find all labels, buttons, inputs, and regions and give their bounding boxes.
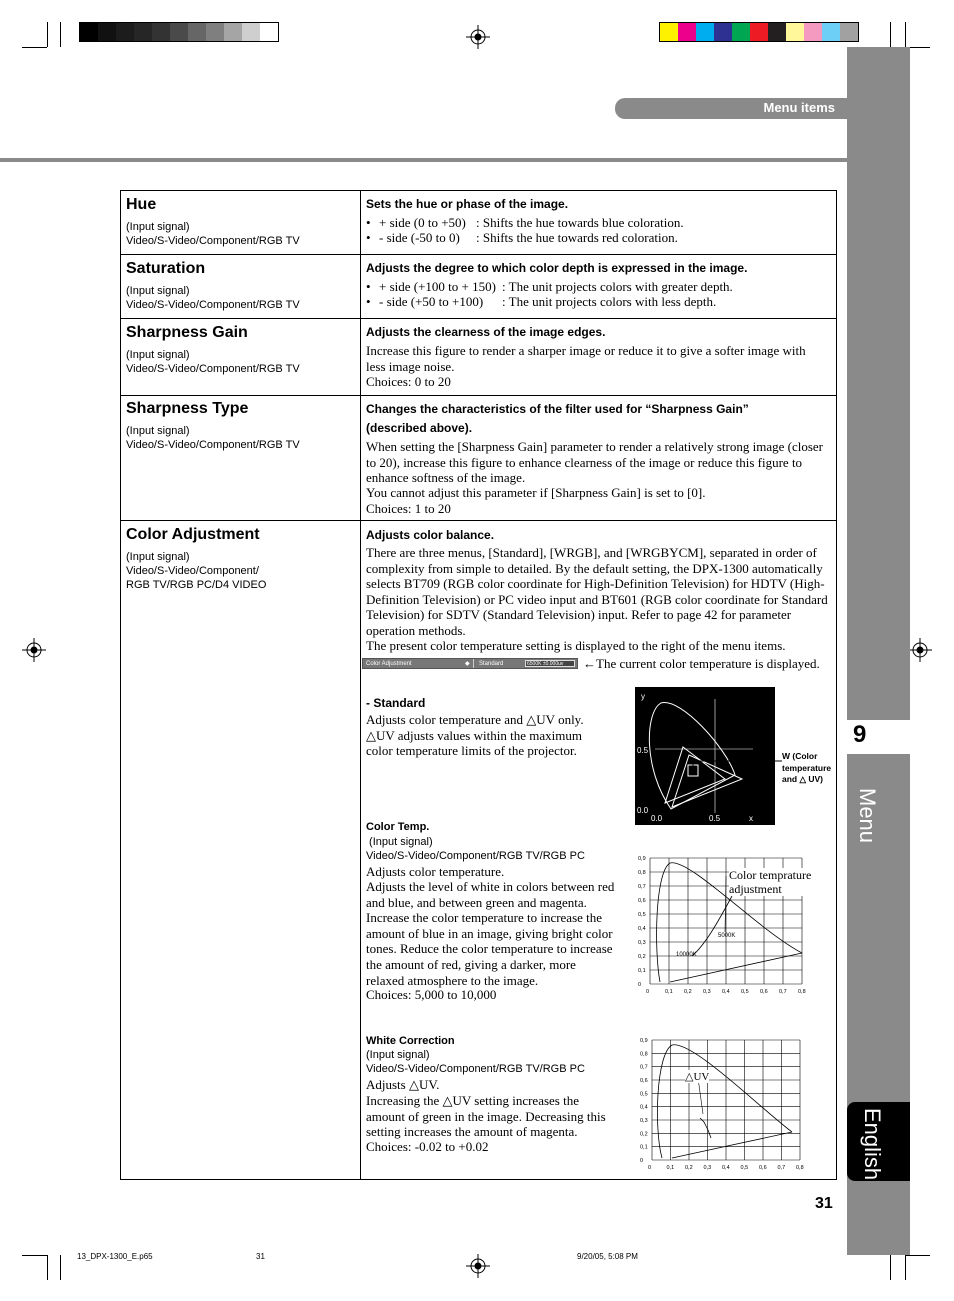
y-tick-label: 0,2 [638,954,646,960]
uv-chart [632,1034,815,1174]
row-heading: Adjusts the degree to which color depth is expressed in the image. [366,261,748,275]
bullet-range: + side (+100 to + 150) [379,279,496,294]
uv-adjust-mark [700,1118,711,1138]
label-10000k: 10000K [676,952,697,958]
osd-arrow-icon: ◆ [465,661,470,667]
x-tick-label: 0,5 [741,989,749,995]
row-choices: Choices: 1 to 20 [366,501,451,516]
x-tick-label: 0,7 [779,989,787,995]
crop-mark [890,22,891,47]
page-number: 31 [815,1195,833,1212]
y-tick-label: 0 [640,1158,644,1164]
standard-description: Adjusts color temperature and △UV only. △UV adjusts values within the maximum color temperature limits of the projector. [366,712,584,759]
chapter-number: 9 [853,721,867,748]
registration-mark-icon [908,638,932,662]
row-title-sharpness-type: Sharpness Type [126,400,249,417]
input-signal-types: Video/S-Video/Component/ [126,565,259,577]
input-signal-types: Video/S-Video/Component/RGB TV [126,439,300,451]
bullet-desc: : The unit projects colors with greater depth. [502,279,733,294]
x-tick-label: 0 [648,1165,652,1171]
registration-mark-icon [466,1254,490,1278]
grayscale-bar [79,22,279,42]
bullet-range: - side (-50 to 0) [379,230,460,245]
x-tick-label: 0 [646,989,650,995]
osd-menu-bar [362,658,578,669]
x-tick-label: 0,7 [777,1165,786,1171]
purple-line [672,1132,792,1158]
cie-callout: W (Color temperature and △ UV) [782,751,832,784]
chapter-number-box [830,720,910,754]
label-5000k: 5000K [718,933,736,939]
table-row-divider [120,395,837,396]
input-signal-types: Video/S-Video/Component/RGB TV/RGB PC [366,1063,585,1075]
x-tick-label: 0,1 [665,989,673,995]
x-tick-label: 0,8 [796,1165,804,1171]
registration-mark-icon [22,638,46,662]
crop-mark [60,1255,61,1280]
row-description: Increase this figure to render a sharper image or reduce it to give a softer image with less image noise. [366,343,806,374]
row-description: There are three menus, [Standard], [WRGB], and [WRGBYCM], separated in order of complexity from simple to detailed. By the default setting, the DPX-1300 automatically selects BT709 (RGB color coordinate for High-Definition Television) for HDTV (High-Definition Television) or PC video input and BT601 (RGB color coordinate for Standard Television) for SDTV (Standard Television) input. Refer to page 42 for parameter operation methods. [366,545,828,638]
row-description-note: The present color temperature setting is displayed to the right of the menu items. [366,638,786,653]
registration-mark-icon [466,25,490,49]
table-column-divider [360,190,361,1180]
y-tick-label: 0,8 [638,870,646,876]
y-tick-label: 0,1 [638,968,646,974]
crop-mark [47,1255,48,1280]
cie-x-label: x [749,814,753,823]
uv-callout: △UV [685,1071,710,1083]
bullet-desc: : Shifts the hue towards red coloration. [476,230,678,245]
crop-mark [890,1255,891,1280]
x-tick-label: 0,6 [759,1165,767,1171]
footer-page: 31 [256,1252,265,1261]
y-tick-label: 0 [638,982,642,988]
callout-leader [698,1078,703,1114]
input-signal-types: Video/S-Video/Component/RGB TV [126,363,300,375]
cie-callout-line [690,755,790,769]
y-tick-label: 0,6 [640,1078,648,1084]
row-title-sharpness-gain: Sharpness Gain [126,324,248,341]
y-tick-label: 0,8 [640,1051,648,1058]
crop-mark [60,22,61,47]
osd-temp-value: 6500K ±0.000uv [527,661,564,667]
color-temp-heading: Color Temp. [366,821,430,833]
row-description-note: You cannot adjust this parameter if [Sharpness Gain] is set to [0]. [366,485,706,500]
crop-mark [47,22,48,47]
input-signal-label: (Input signal) [126,349,190,361]
row-heading: Adjusts the clearness of the image edges. [366,325,606,339]
crop-mark [22,1255,47,1256]
y-tick-label: 0,9 [638,856,646,862]
color-bar [659,22,859,42]
y-tick-label: 0,5 [638,912,646,918]
footer-filename: 13_DPX-1300_E.p65 [77,1252,153,1261]
osd-divider [473,659,474,668]
temp-callout: Color temprature adjustment [729,868,821,896]
x-tick-label: 0,2 [684,989,692,995]
y-tick-label: 0,2 [640,1131,648,1138]
footer-date: 9/20/05, 5:08 PM [577,1252,638,1261]
y-tick-label: 0,3 [638,940,646,946]
crop-mark [905,22,906,47]
x-tick-label: 0,2 [685,1165,693,1171]
y-tick-label: 0,5 [640,1091,648,1098]
osd-menu-value: Standard [479,661,504,667]
white-correction-heading: White Correction [366,1035,455,1047]
x-tick-label: 0,3 [703,989,711,995]
y-tick-label: 0,7 [640,1064,648,1071]
row-choices: Choices: 0 to 20 [366,374,451,389]
chapter-side-tab [847,47,910,1255]
crop-mark [22,47,47,48]
input-signal-label: (Input signal) [126,285,190,297]
cie-y-tick: 0.5 [637,746,649,755]
white-correction-description: Adjusts △UV. [366,1077,440,1092]
spectral-locus-curve [657,1045,792,1158]
crop-mark [905,1255,906,1280]
x-tick-label: 0,4 [722,989,730,995]
white-correction-description-detail: Increasing the △UV setting increases the amount of green in the image. Decreasing this setting increases the amount of magenta. [366,1093,606,1140]
color-temp-description: Adjusts color temperature. [366,864,505,879]
x-tick-label: 0,6 [760,989,768,995]
table-row-divider [120,254,837,255]
x-tick-label: 0,4 [722,1165,730,1171]
crop-mark [905,1255,930,1256]
row-title-saturation: Saturation [126,260,206,277]
color-temp-choices: Choices: 5,000 to 10,000 [366,987,497,1002]
input-signal-label: (Input signal) [366,836,433,848]
language-label: English [860,1108,885,1181]
row-description: When setting the [Sharpness Gain] parameter to render a relatively strong image (closer to 20), increase this figure to enhance clearness of the image or reduce this figure to enhance softness of the image. [366,439,823,486]
row-heading-continued: (described above). [366,421,473,435]
row-title-color-adjustment: Color Adjustment [126,526,260,543]
input-signal-types-continued: RGB TV/RGB PC/D4 VIDEO [126,579,267,591]
chapter-title: Menu [855,788,880,844]
x-tick-label: 0,5 [740,1165,749,1171]
input-signal-types: Video/S-Video/Component/RGB TV [126,235,300,247]
section-header-pill [615,98,847,119]
y-tick-label: 0,4 [638,926,646,932]
row-title-hue: Hue [126,196,157,213]
table-row-divider [120,318,837,319]
osd-menu-item: Color Adjustment [366,661,412,667]
y-tick-label: 0,9 [640,1038,648,1044]
table-row-divider [120,520,837,521]
cie-y-tick: 0.0 [637,806,649,815]
header-rule [0,158,847,162]
bullet-desc: : The unit projects colors with less depth. [502,294,717,309]
y-tick-label: 0,7 [638,884,646,890]
y-tick-label: 0,1 [640,1144,648,1151]
y-tick-label: 0,4 [640,1104,648,1111]
bullet-range: - side (+50 to +100) [379,294,484,309]
row-heading: Changes the characteristics of the filter used for “Sharpness Gain” [366,402,749,416]
cie-x-tick: 0.5 [709,814,721,823]
input-signal-label: (Input signal) [126,221,190,233]
input-signal-label: (Input signal) [366,1049,430,1061]
section-label: Menu items [763,100,835,115]
row-heading: Sets the hue or phase of the image. [366,197,569,211]
x-tick-label: 0,1 [666,1165,675,1171]
y-tick-label: 0,6 [638,898,646,904]
x-tick-label: 0,3 [703,1165,712,1171]
input-signal-label: (Input signal) [126,425,190,437]
input-signal-types: Video/S-Video/Component/RGB TV [126,299,300,311]
y-tick-label: 0,3 [640,1118,648,1124]
standard-heading: - Standard [366,696,426,710]
row-heading: Adjusts color balance. [366,528,495,542]
cie-x-tick: 0.0 [651,814,663,823]
bullet-desc: : Shifts the hue towards blue coloration. [476,215,684,230]
white-correction-choices: Choices: -0.02 to +0.02 [366,1139,489,1154]
input-signal-label: (Input signal) [126,551,190,563]
cie-y-label: y [641,692,645,701]
color-temp-description-detail: Adjusts the level of white in colors between red and blue, and between green and magenta. Increase the color temperature to increase the amount of blue in an image, giving bright color tones. Reduce the color temperature to increase the amount of red, giving a darker, more relaxed atmosphere to the image. [366,879,615,988]
osd-caption: ←The current color temperature is displayed. [583,656,820,671]
bullet-range: + side (0 to +50) [379,215,466,230]
input-signal-types: Video/S-Video/Component/RGB TV/RGB PC [366,850,585,862]
x-tick-label: 0,8 [798,989,806,995]
